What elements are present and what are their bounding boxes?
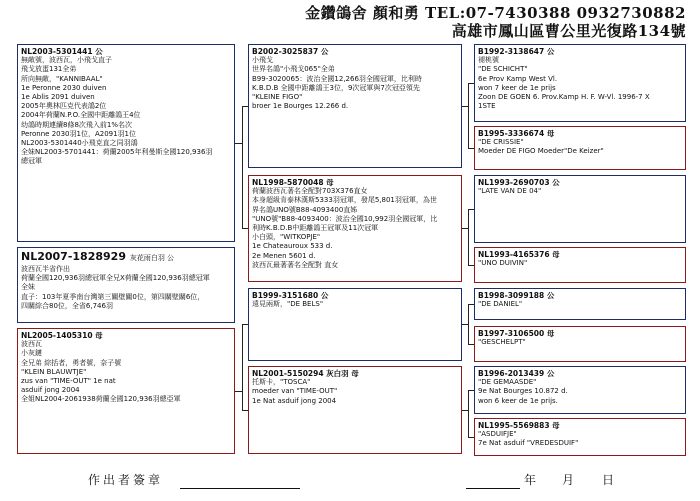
- dam-ring: NL2005-1405310 母: [21, 331, 103, 340]
- connector-dam-dd: [242, 410, 248, 411]
- subject-ring-suffix: 灰花雨白羽 公: [129, 254, 175, 262]
- connector-dam: [235, 391, 242, 392]
- pedigree-info-line: 界名鴿UNO號B88-4093400直姊: [252, 205, 358, 214]
- sdd-box: [474, 247, 686, 283]
- dds-box: [474, 366, 686, 414]
- pedigree-info-line: 2004年荷蘭N.P.O.全國中距離鴿王4位: [21, 111, 141, 120]
- signature-label: 作出者簽章: [88, 473, 164, 487]
- pedigree-info-line: "KLEIN BLAUWTJE": [21, 367, 87, 376]
- subject-box: [17, 247, 235, 323]
- pedigree-info-line: 全妹: [21, 283, 35, 292]
- pedigree-info-line: won 7 keer de 1e prijs: [478, 83, 556, 92]
- connector-sire-vertical: [242, 106, 243, 228]
- dam-dam-box: [248, 366, 462, 454]
- pedigree-info-line: "UNO號"B88-4093400：波治全國10,992羽全國冠軍，比: [252, 214, 438, 223]
- header: [0, 0, 700, 42]
- pedigree-info-line: won 6 keer de 1e prijs.: [478, 396, 558, 405]
- ddd-box: [474, 418, 686, 456]
- sds-ring: NL1993-2690703 公: [478, 178, 560, 187]
- connector-dam-ds: [242, 324, 248, 325]
- pedigree-info-line: "GESCHELPT": [478, 338, 526, 347]
- pedigree-info-line: 世界名鴿"小飛戈065"全弟: [252, 65, 335, 74]
- pedigree-info-line: 幼鴿時期連續8條8次飛入前1%名次: [21, 120, 133, 129]
- pedigree-info-line: 無敵號，波西瓦，小飛戈直子: [21, 56, 112, 65]
- pedigree-info-line: Peronne 2030羽1位，A2091羽1位: [21, 129, 137, 138]
- pedigree-info-line: 9e Nat Bourges 10.872 d.: [478, 387, 568, 396]
- pedigree-info-line: 所向無敵，"KANNIBAAL": [21, 74, 103, 83]
- pedigree-info-line: 直子：103年夏季南台灣第三關壁關0位，第四關壁關6位，: [21, 292, 205, 301]
- pedigree-info-line: 波西瓦最著著名全配對 直女: [252, 260, 339, 269]
- pedigree-info-line: "ASDUIFJE": [478, 430, 517, 439]
- ddd-ring: NL1995-5569883 母: [478, 421, 560, 430]
- sire-sire-ring: B2002-3025837 公: [252, 47, 329, 56]
- connector-dam-vertical: [242, 324, 243, 410]
- pedigree-info-line: K.B.D.B 全國中距離鴿王3位，9次冠軍與7次冠亞領先: [252, 83, 420, 92]
- pedigree-info-line: "DE CRISSIE": [478, 138, 524, 147]
- connector-dd-ddd: [468, 437, 474, 438]
- pedigree-info-line: moeder van "TIME-OUT": [252, 387, 338, 396]
- dam-sire-box: [248, 288, 462, 361]
- dsd-box: [474, 326, 686, 362]
- sire-dam-box: [248, 175, 462, 282]
- pedigree-info-line: 7e Nat asduif "VREDESDUIF": [478, 439, 579, 448]
- date-day-label: 日: [602, 473, 615, 487]
- dam-box: [17, 328, 235, 454]
- pedigree-info-line: "DE DANIEL": [478, 300, 523, 309]
- pedigree-info-line: 1e Peronne 2030 duiven: [21, 83, 107, 92]
- pedigree-info-line: 1STE: [478, 102, 496, 111]
- pedigree-info-line: 小飛戈: [252, 56, 273, 65]
- date-year-line[interactable]: [466, 488, 520, 489]
- pedigree-info-line: 2e Menen 5601 d.: [252, 251, 316, 260]
- pedigree-info-line: 小白頭，"WITKOPJE": [252, 233, 321, 242]
- ssd-ring: B1995-3336674 母: [478, 129, 555, 138]
- pedigree-info-line: 2005年奧林匹克代表鴿2位: [21, 102, 107, 111]
- connector-ds-dsd: [468, 344, 474, 345]
- connector-dd-vertical: [468, 390, 469, 437]
- connector-sd-sds: [468, 209, 474, 210]
- sss-box: [474, 44, 686, 122]
- pedigree-info-line: 全妹NL2003-5701441：荷蘭2005年利曼斯全國120,936羽: [21, 148, 213, 157]
- connector-ss-ssd: [468, 148, 474, 149]
- dss-ring: B1998-3099188 公: [478, 291, 555, 300]
- sdd-ring: NL1993-4165376 母: [478, 250, 560, 259]
- pedigree-info-line: 全兄弟 綜括者，勇者號，奈子號: [21, 358, 122, 367]
- pedigree-info-line: "DE GEMAASDE": [478, 378, 537, 387]
- connector-ss-vertical: [468, 83, 469, 148]
- subject-ring: [21, 250, 231, 265]
- connector-sd-vertical: [468, 209, 469, 265]
- pedigree-info-line: 本身超級肯泰林漢斯5333羽冠軍，發尾5,801羽冠軍，為世: [252, 196, 437, 205]
- dam-sire-ring: B1999-3151680 公: [252, 291, 329, 300]
- pedigree-info-line: Zoon DE GOEN 6. Prov.Kamp H. F. W-Vl. 1996-7 X: [478, 93, 650, 102]
- connector-ds-vertical: [468, 304, 469, 344]
- pedigree-info-line: 波西瓦半省作出: [21, 265, 70, 273]
- pedigree-info-line: NL2003-5301440小飛克直之同羽鴿: [21, 139, 138, 148]
- connector-dd-dds: [468, 390, 474, 391]
- pedigree-info-line: 四關綜合80位，全省6,746羽: [21, 301, 113, 310]
- pedigree-info-line: 總冠軍: [21, 157, 42, 166]
- pedigree-info-line: 荷蘭波西瓦著名全配對703X376直女: [252, 187, 368, 196]
- sire-box: [17, 44, 235, 242]
- dds-ring: B1996-2013439 公: [478, 369, 555, 378]
- sss-ring: B1992-3138647 公: [478, 47, 555, 56]
- sire-dam-ring: NL1998-5870048 母: [252, 178, 334, 187]
- date-year-label: 年: [524, 473, 537, 487]
- header-contact: 金鑽鴿舍 顏和勇 TEL:07-7430388 0932730882: [305, 4, 686, 22]
- pedigree-info-line: 遠見兩斯，"DE BELS": [252, 300, 324, 309]
- footer: [0, 468, 700, 501]
- pedigree-info-line: 飛戈放蛋131全弟: [21, 65, 77, 74]
- sire-ring: NL2003-5301441 公: [21, 47, 103, 56]
- pedigree-info-line: "KLEINE FIGO": [252, 93, 303, 102]
- signature-line[interactable]: [180, 488, 300, 489]
- connector-ds-dss: [468, 304, 474, 305]
- pedigree-info-line: Moeder DE FIGO Moeder"De Keizer": [478, 147, 604, 156]
- pedigree-info-line: B99-3020065：波治全國12,266羽全國冠軍，比利時: [252, 74, 422, 83]
- pedigree-info-line: "UNO DUIVIN": [478, 259, 528, 268]
- pedigree-info-line: 褪桃號: [478, 56, 499, 65]
- subject-ring-number: NL2007-1828929: [21, 250, 126, 263]
- connector-sire-ss: [242, 106, 248, 107]
- pedigree-info-line: 1e Ablis 2091 duiven: [21, 93, 95, 102]
- pedigree-info-line: "DE SCHICHT": [478, 65, 528, 74]
- pedigree-info-line: 小灰鏈: [21, 349, 42, 358]
- pedigree-info-line: 全姐NL2004-2061938荷蘭全國120,936羽總亞軍: [21, 395, 181, 404]
- date-month-label: 月: [562, 473, 575, 487]
- dss-box: [474, 288, 686, 320]
- sire-sire-box: [248, 44, 462, 168]
- pedigree-info-line: asduif jong 2004: [21, 386, 80, 395]
- pedigree-info-line: 1e Chateauroux 533 d.: [252, 242, 333, 251]
- pedigree-info-line: 波西瓦: [21, 340, 42, 349]
- dsd-ring: B1997-3106500 母: [478, 329, 555, 338]
- connector-sire-sd: [242, 228, 248, 229]
- pedigree-info-line: 托斯卡，"TOSCA": [252, 378, 311, 387]
- connector-sd-sdd: [468, 265, 474, 266]
- connector-ss-sss: [468, 83, 474, 84]
- pedigree-info-line: 荷蘭全國120,936羽總冠軍全兄X荷蘭全國120,936羽總冠軍: [21, 274, 210, 283]
- sds-box: [474, 175, 686, 243]
- connector-sire: [235, 143, 242, 144]
- pedigree-info-line: zus van "TIME-OUT" 1e nat: [21, 377, 116, 386]
- pedigree-info-line: 利時K.B.D.B中距離鴿王冠軍及11次冠軍: [252, 224, 379, 233]
- header-address: 高雄市鳳山區曹公里光復路134號: [451, 22, 686, 40]
- pedigree-info-line: 1e Nat asduif jong 2004: [252, 396, 337, 405]
- pedigree-info-line: broer 1e Bourges 12.266 d.: [252, 102, 349, 111]
- pedigree-info-line: 6e Prov Kamp West Vl.: [478, 74, 558, 83]
- ssd-box: [474, 126, 686, 170]
- pedigree-info-line: "LATE VAN DE 04": [478, 187, 542, 196]
- dam-dam-ring: NL2001-5150294 灰白羽 母: [252, 369, 359, 378]
